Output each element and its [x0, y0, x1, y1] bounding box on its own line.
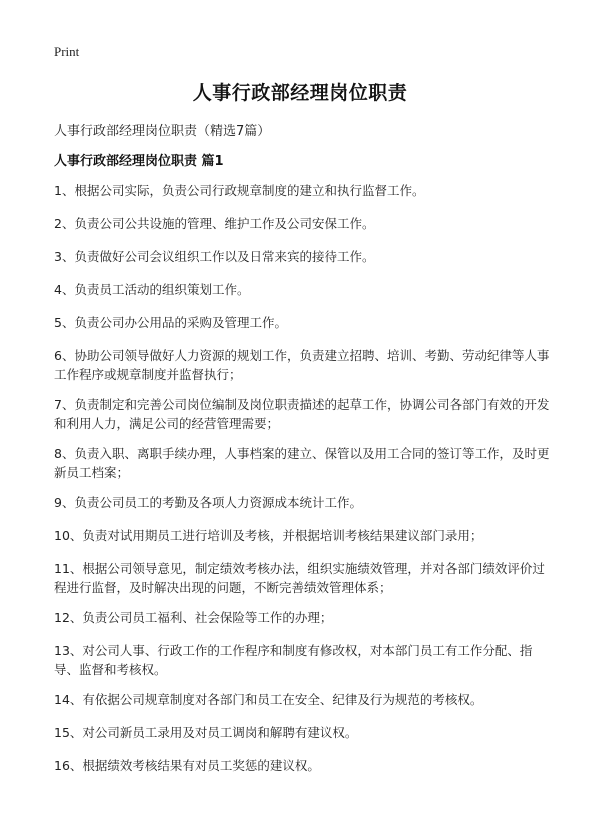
list-item: 16、根据绩效考核结果有对员工奖惩的建议权。 — [54, 758, 320, 773]
section-heading: 人事行政部经理岗位职责 篇1 — [54, 154, 224, 169]
list-item: 9、负责公司员工的考勤及各项人力资源成本统计工作。 — [54, 495, 362, 510]
list-item: 8、负责入职、离职手续办理，人事档案的建立、保管以及用工合同的签订等工作，及时更新员工档案； — [54, 446, 550, 480]
list-item: 7、负责制定和完善公司岗位编制及岗位职责描述的起草工作，协调公司各部门有效的开发和利用人力，满足公司的经营管理需要； — [54, 397, 550, 431]
list-item: 14、有依据公司规章制度对各部门和员工在安全、纪律及行为规范的考核权。 — [54, 692, 483, 707]
page-title: 人事行政部经理岗位职责 — [192, 82, 408, 104]
list-item: 15、对公司新员工录用及对员工调岗和解聘有建议权。 — [54, 725, 358, 740]
responsibility-list — [54, 181, 550, 789]
list-item: 2、负责公司公共设施的管理、维护工作及公司安保工作。 — [54, 216, 375, 231]
list-item: 12、负责公司员工福利、社会保险等工作的办理； — [54, 610, 333, 625]
list-item: 11、根据公司领导意见，制定绩效考核办法，组织实施绩效管理，并对各部门绩效评价过程进行监督，及时解决出现的问题，不断完善绩效管理体系； — [54, 561, 545, 595]
list-item: 3、负责做好公司会议组织工作以及日常来宾的接待工作。 — [54, 249, 375, 264]
document-subtitle: 人事行政部经理岗位职责（精选7篇） — [54, 124, 271, 139]
list-item: 4、负责员工活动的组织策划工作。 — [54, 282, 250, 297]
list-item: 6、协助公司领导做好人力资源的规划工作，负责建立招聘、培训、考勤、劳动纪律等人事工作程序或规章制度并监督执行； — [54, 348, 550, 382]
list-item: 13、对公司人事、行政工作的工作程序和制度有修改权，对本部门员工有工作分配、指导、监督和考核权。 — [54, 643, 533, 677]
list-item: 5、负责公司办公用品的采购及管理工作。 — [54, 315, 287, 330]
list-item: 1、根据公司实际，负责公司行政规章制度的建立和执行监督工作。 — [54, 183, 425, 198]
print-link[interactable]: Print — [54, 44, 80, 59]
list-item: 10、负责对试用期员工进行培训及考核，并根据培训考核结果建议部门录用； — [54, 528, 483, 543]
